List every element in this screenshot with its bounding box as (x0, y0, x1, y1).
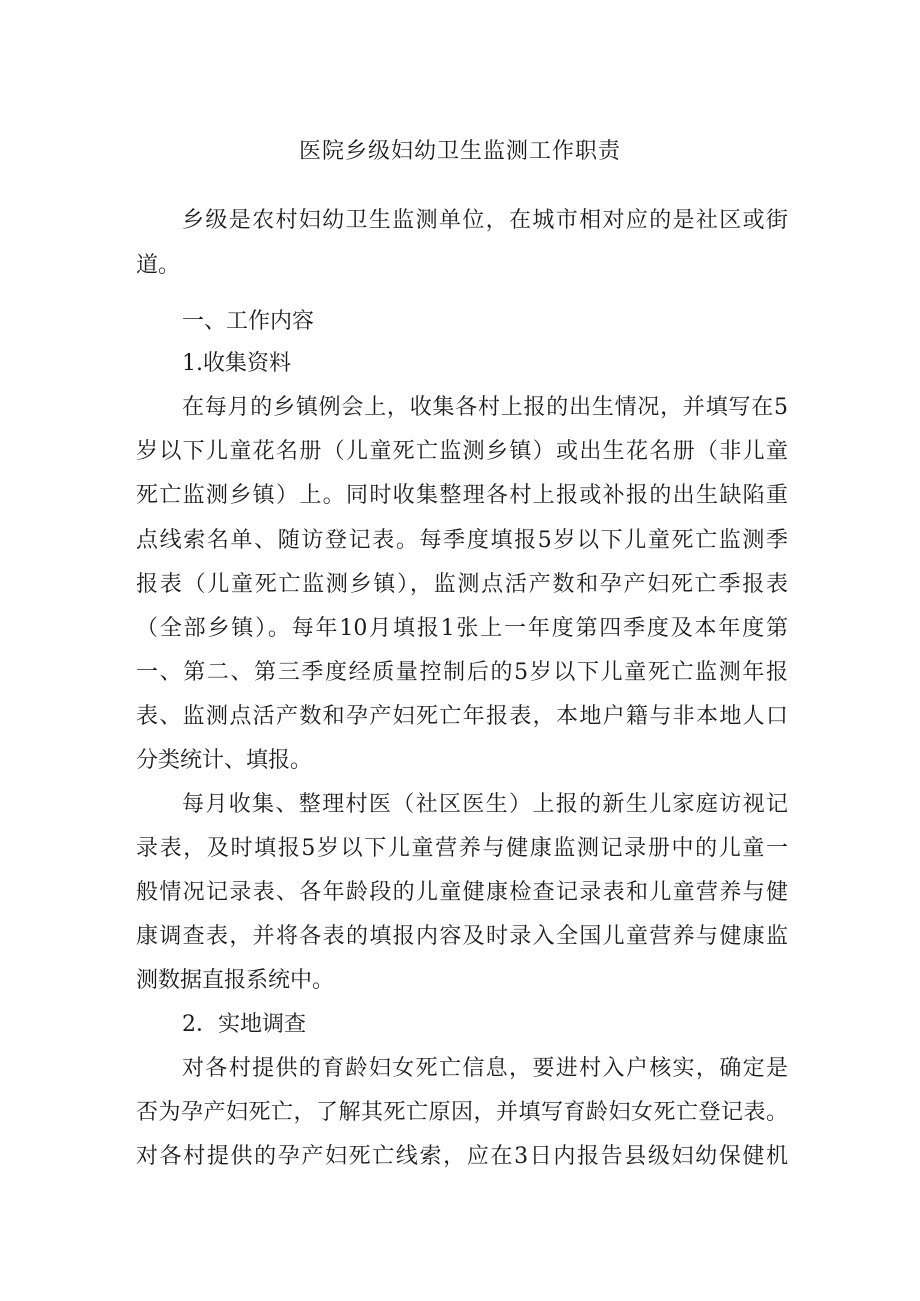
paragraph-line: 般情况记录表、各年龄段的儿童健康检查记录表和儿童营养与健 (136, 880, 788, 905)
paragraph-line: 对各村提供的育龄妇女死亡信息，要进村入户核实，确定是 (182, 1056, 788, 1081)
paragraph-line: 道。 (136, 253, 181, 278)
paragraph-line: 报表（儿童死亡监测乡镇），监测点活产数和孕产妇死亡季报表 (136, 572, 788, 597)
paragraph-line: 测数据直报系统中。 (136, 968, 335, 993)
paragraph-line: 一、第二、第三季度经质量控制后的5岁以下儿童死亡监测年报 (136, 660, 788, 685)
document-title: 医院乡级妇幼卫生监测工作职责 (298, 139, 621, 164)
paragraph-line: 否为孕产妇死亡，了解其死亡原因，并填写育龄妇女死亡登记表。 (136, 1100, 788, 1125)
subsection-heading: 1.收集资料 (182, 351, 291, 376)
paragraph-line: 分类统计、填报。 (136, 748, 313, 773)
subsection-heading: 2．实地调查 (182, 1012, 306, 1037)
paragraph-line: 对各村提供的孕产妇死亡线索，应在3日内报告县级妇幼保健机 (136, 1144, 788, 1169)
paragraph-line: 康调查表，并将各表的填报内容及时录入全国儿童营养与健康监 (136, 924, 788, 949)
paragraph-line: （全部乡镇）。每年10月填报1张上一年度第四季度及本年度第 (136, 616, 788, 641)
paragraph-line: 录表，及时填报5岁以下儿童营养与健康监测记录册中的儿童一 (136, 836, 788, 861)
paragraph-line: 死亡监测乡镇）上。同时收集整理各村上报或补报的出生缺陷重 (136, 483, 788, 508)
paragraph-line: 乡级是农村妇幼卫生监测单位，在城市相对应的是社区或街 (182, 208, 788, 233)
paragraph-line: 表、监测点活产数和孕产妇死亡年报表，本地户籍与非本地人口 (136, 704, 788, 729)
paragraph-line: 点线索名单、随访登记表。每季度填报5岁以下儿童死亡监测季 (136, 528, 788, 553)
paragraph-line: 岁以下儿童花名册（儿童死亡监测乡镇）或出生花名册（非儿童 (136, 439, 788, 464)
paragraph-line: 在每月的乡镇例会上，收集各村上报的出生情况，并填写在5 (182, 395, 788, 420)
paragraph-line: 每月收集、整理村医（社区医生）上报的新生儿家庭访视记 (182, 792, 788, 817)
section-heading: 一、工作内容 (182, 309, 315, 334)
